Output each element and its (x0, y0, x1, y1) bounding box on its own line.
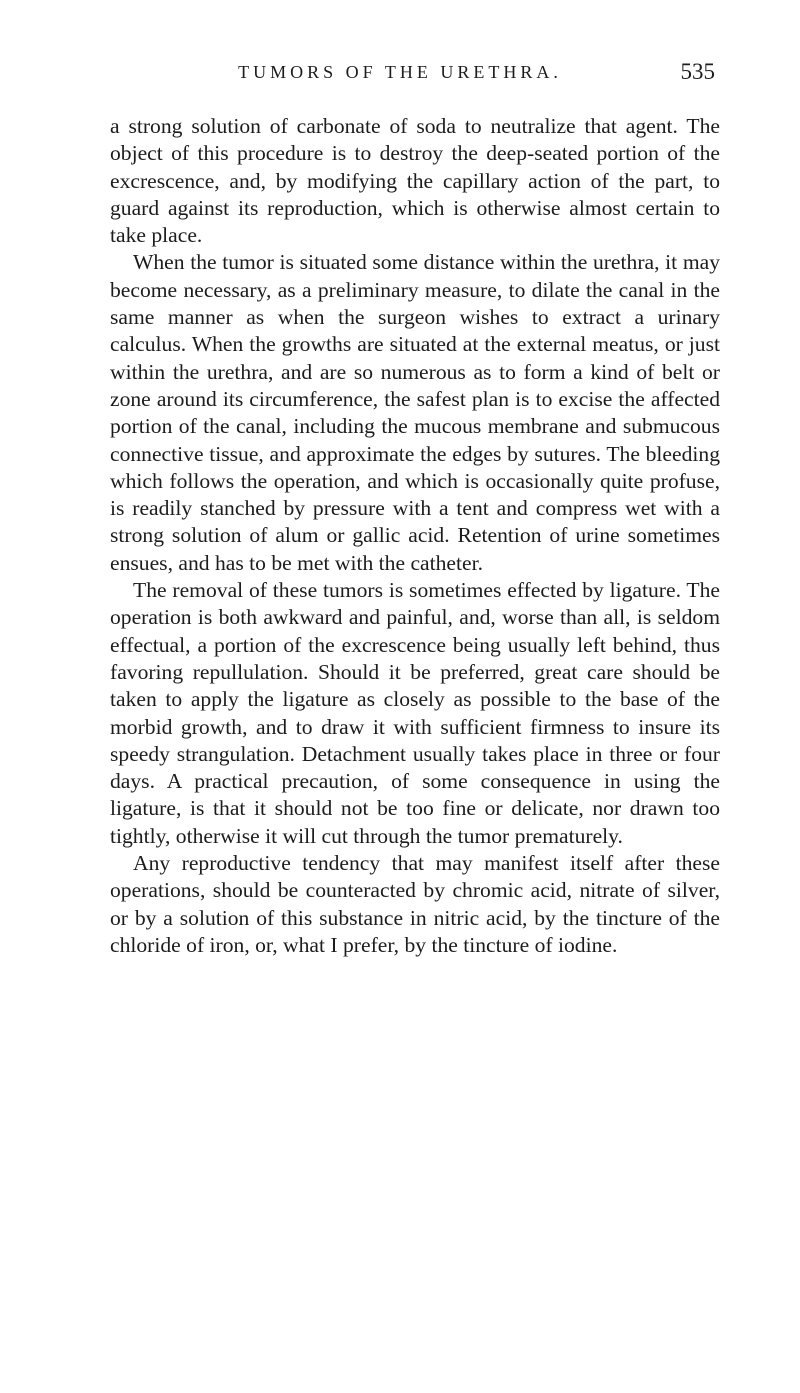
paragraph-ligature: The removal of these tumors is sometimes effected by ligature. The operation is both awkward and painful, and, worse than all, is seldom effectual, a portion of the excrescence being usually left behind, thus favoring repullulation. Should it be preferred, great care should be taken to apply the ligature as closely as possible to the base of the morbid growth, and to draw it with sufficient firmness to insure its speedy strangulation. Detachment usually takes place in three or four days. A practical precaution, of some consequence in using the ligature, is that it should not be too fine or delicate, nor drawn too tightly, otherwise it will cut through the tumor prematurely. (110, 578, 720, 848)
body-text (110, 113, 720, 959)
paragraph-continuation: a strong solution of carbonate of soda to neutralize that agent. The object of this procedure is to destroy the deep-seated portion of the excrescence, and, by modifying the capillary action of the part, to guard against its reproduction, which is otherwise almost certain to take place. (110, 114, 720, 248)
running-head: TUMORS OF THE URETHRA. (238, 62, 562, 82)
paragraph-dilation: When the tumor is situated some distance within the urethra, it may become necessary, as a preliminary measure, to dilate the canal in the same manner as when the surgeon wishes to extract a urinary calculus. When the growths are situated at the external meatus, or just within the urethra, and are so numerous as to form a kind of belt or zone around its circumference, the safest plan is to excise the affected portion of the canal, including the mucous membrane and submucous connective tissue, and approximate the edges by sutures. The bleeding which follows the operation, and which is occasionally quite profuse, is readily stanched by pressure with a tent and compress wet with a strong solution of alum or gallic acid. Retention of urine sometimes ensues, and has to be met with the catheter. (110, 250, 720, 575)
page-header (0, 59, 800, 102)
page-number: 535 (680, 59, 715, 84)
paragraph-reproduction: Any reproductive tendency that may manifest itself after these operations, should be counteracted by chromic acid, nitrate of silver, or by a solution of this substance in nitric acid, by the tincture of the chloride of iron, or, what I prefer, by the tincture of iodine. (110, 851, 720, 957)
